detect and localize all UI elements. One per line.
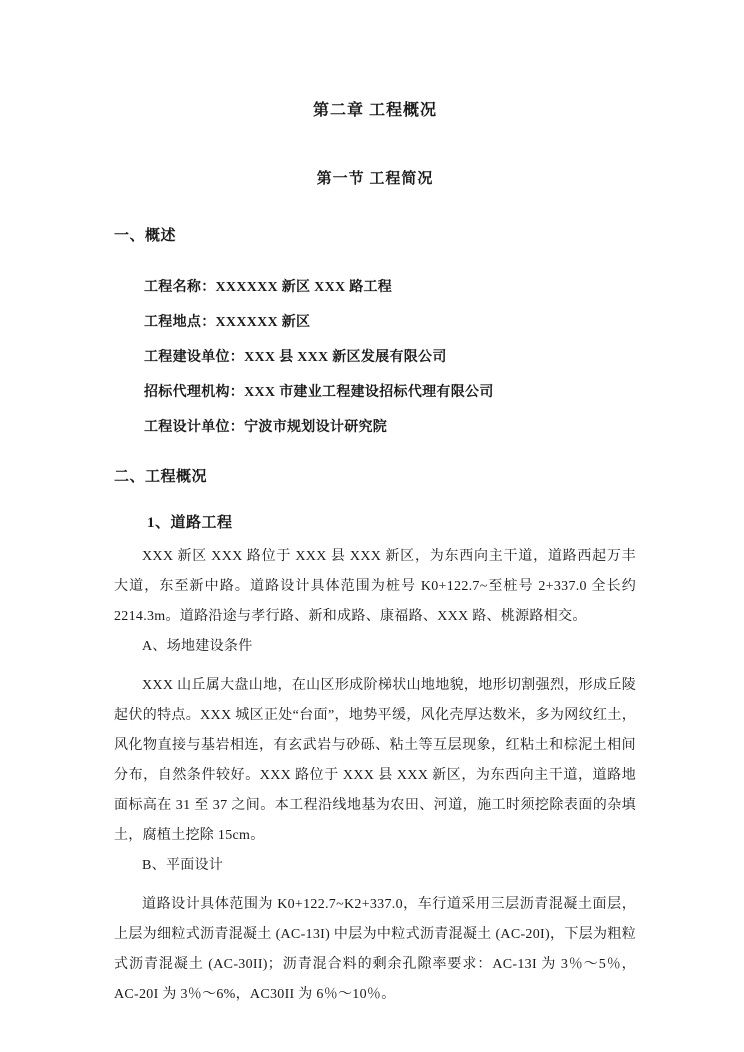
section-title: 第一节 工程简况: [316, 171, 434, 187]
chapter-title: 第二章 工程概况: [312, 102, 437, 119]
paragraph-road-description: XXX 新区 XXX 路位于 XXX 县 XXX 新区，为东西向主干道，道路西起万丰大道，东至新中路。道路设计具体范围为桩号 K0+122.7~至桩号 2+337.0 全长约 2214.3m。道路沿途与孝行路、新和成路、康福路、XXX 路、桃源路相交。: [114, 549, 636, 624]
info-item-bidding-agency: 招标代理机构：XXX 市建业工程建设招标代理有限公司: [144, 385, 494, 400]
heading-road-works: 1、道路工程: [147, 515, 233, 531]
heading-overview: 一、概述: [114, 228, 177, 244]
paragraph-site-conditions: XXX 山丘属大盘山地，在山区形成阶梯状山地地貌，地形切割强烈，形成丘陵起伏的特点。XXX 城区正处“台面”，地势平缓，风化壳厚达数米，多为网纹红土，风化物直接与基岩相连，有玄武岩与砂砾、粘土等互层现象，红粘土和棕泥土相间分布，自然条件较好。XXX 路位于 XXX 县 XXX 新区，为东西向主干道，道路地面标高在 31 至 37 之间。本工程沿线地基为农田、河道，施工时须挖除表面的杂填土，腐植土挖除 15cm。: [114, 678, 636, 843]
info-item-construction-unit: 工程建设单位：XXX 县 XXX 新区发展有限公司: [144, 350, 447, 365]
heading-project-overview: 二、工程概况: [114, 469, 208, 485]
heading-site-conditions: A、场地建设条件: [142, 639, 253, 654]
project-info-list: [114, 270, 636, 445]
document-content: [114, 0, 636, 1010]
paragraph-plan-design: 道路设计具体范围为 K0+122.7~K2+337.0，车行道采用三层沥青混凝土面层，上层为细粒式沥青混凝土 (AC-13I) 中层为中粒式沥青混凝土 (AC-20I)，下层为粗粒式沥青混凝土 (AC-30II)；沥青混合料的剩余孔隙率要求：AC-13I 为 3％～5％，AC-20I 为 3％～6%，AC30II 为 6％～10％。: [114, 897, 636, 1002]
heading-plan-design: B、平面设计: [142, 858, 224, 873]
info-item-project-location: 工程地点：XXXXXX 新区: [144, 315, 311, 330]
info-item-project-name: 工程名称：XXXXXX 新区 XXX 路工程: [144, 280, 393, 295]
info-item-design-unit: 工程设计单位：宁波市规划设计研究院: [144, 420, 388, 435]
